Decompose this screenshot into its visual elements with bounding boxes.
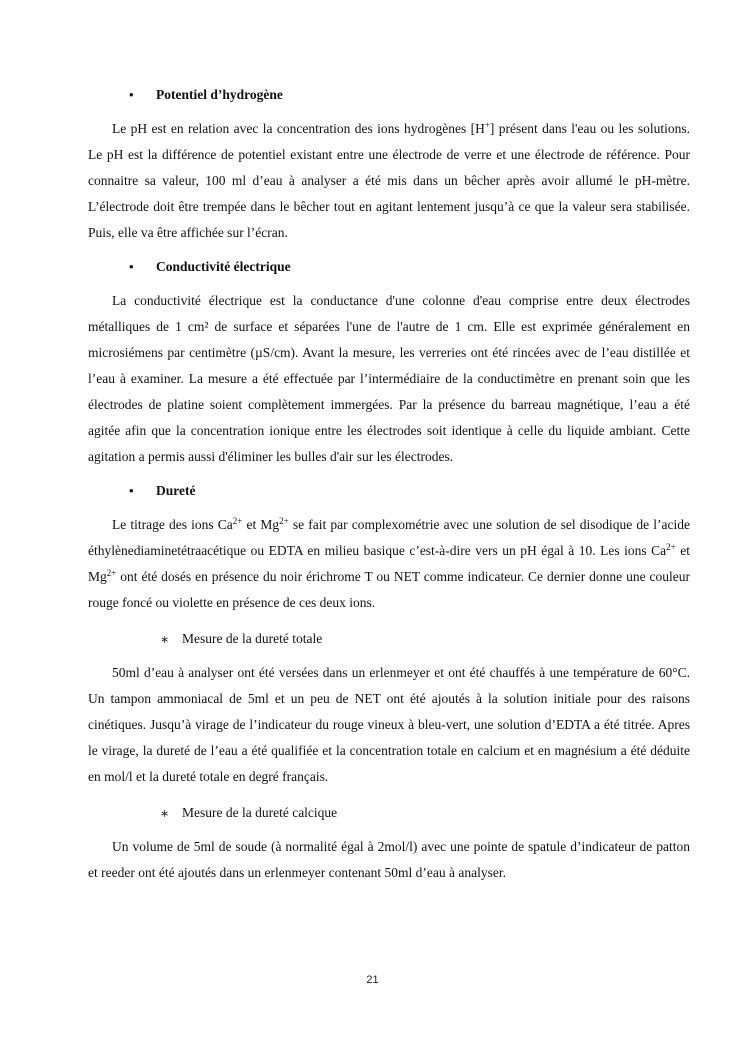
section-heading-hardness [88,478,690,504]
bullet-dot-icon: • [129,87,134,102]
paragraph-calcium-hardness: Un volume de 5ml de soude (à normalité égal à 2mol/l) avec une pointe de spatule d’indicateur de patton et reeder ont été ajoutés dans un erlenmeyer contenant 50ml d’eau à analyser. [88,839,690,880]
bullet-dot-icon: • [129,259,134,274]
paragraph-conductivity: La conductivité électrique est la conductance d'une colonne d'eau comprise entre deux électrodes métalliques de 1 cm² de surface et séparées l'une de l'autre de 1 cm. Elle est exprimée généralement en microsiémens par centimètre (µS/cm). Avant la mesure, les verreries ont été rincées avec de l’eau distillée et l’eau à examiner. La mesure a été effectuée par l’intermédiaire de la conductimètre en prenant soin que les électrodes de platine soient complètement immergées. Par la présence du barreau magnétique, l’eau a été agitée afin que la concentration ionique entre les électrodes soit identique à celle du liquide ambiant. Cette agitation a permis aussi d'éliminer les bulles d'air sur les électrodes. [88,293,690,464]
section-heading-conductivity [88,254,690,280]
superscript: 2+ [666,542,676,552]
section-heading-ph [88,82,690,108]
paragraph-ph: Le pH est en relation avec la concentration des ions hydrogènes [H+] présent dans l'eau ou les solutions. Le pH est la différence de potentiel existant entre une électrode de verre et une électrode de référence. Pour connaitre sa valeur, 100 ml d’eau à analyser a été mis dans un bêcher après avoir allumé le pH-mètre. L’électrode doit être trempée dans le bêcher tout en agitant lentement jusqu’à ce que la valeur sera stabilisée. Puis, elle va être affichée sur l’écran. [88,120,690,240]
subsection-heading-calcium-hardness [88,800,690,826]
heading-text: Potentiel d’hydrogène [156,87,283,102]
superscript: 2+ [106,568,117,578]
document-page [88,82,690,886]
superscript: 2+ [279,516,289,526]
bullet-dot-icon: • [129,483,134,498]
bullet-star-icon: ∗ [160,634,170,646]
heading-text: Conductivité électrique [156,259,291,274]
subsection-heading-total-hardness [88,626,690,652]
bullet-star-icon: ∗ [160,808,170,820]
heading-text: Dureté [156,483,196,498]
subheading-text: Mesure de la dureté calcique [182,805,338,820]
paragraph-hardness: Le titrage des ions $Ca^{2+}$ et $Mg^{2+}$ se fait par complexométrie avec une solution de sel disodique de l’acide éthylènediaminetétraacétique ou EDTA en milieu basique c’est-à-dire vers un pH égal à 10. Les ions $Ca^{2+}$ et $Mg^{2+}$ ont été dosés en présence du noir érichrome T ou NET comme indicateur. Ce dernier donne une couleur rouge foncé ou violette en présence de ces deux ions. [88,516,690,610]
paragraph-total-hardness: 50ml d’eau à analyser ont été versées dans un erlenmeyer et ont été chauffés à une température de 60°C. Un tampon ammoniacal de 5ml et un peu de NET ont été ajoutés à la solution initiale pour des raisons cinétiques. Jusqu’à virage de l’indicateur du rouge vineux à bleu-vert, une solution d’EDTA a été titrée. Apres le virage, la dureté de l’eau a été qualifiée et la concentration totale en calcium et en magnésium a été déduite en mol/l et la dureté totale en degré français. [88,665,690,784]
superscript: + [484,120,490,130]
page-number: 21 [366,974,379,986]
subheading-text: Mesure de la dureté totale [182,631,323,646]
superscript: 2+ [232,516,243,526]
